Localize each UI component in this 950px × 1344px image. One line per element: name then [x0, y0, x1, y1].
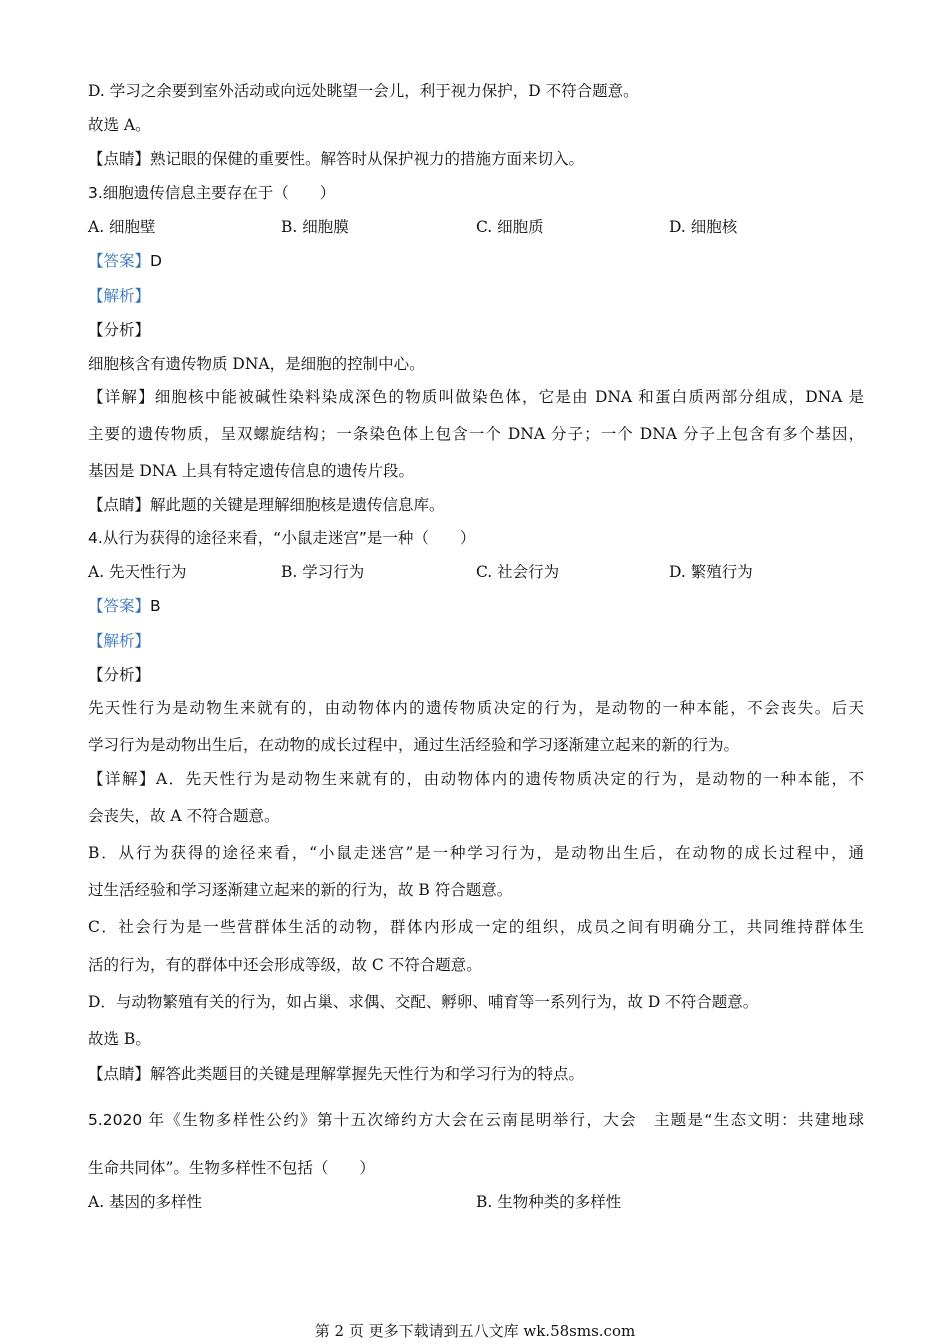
q4-detail-line: 【详解】A．先天性行为是动物生来就有的，由动物体内的遗传物质决定的行为，是动物的一种本能，不 — [88, 770, 864, 788]
question-3: 3.细胞遗传信息主要存在于（ ） — [88, 184, 336, 202]
q4-detail-line: 过生活经验和学习逐渐建立起来的新的行为，故 B 符合题意。 — [88, 881, 513, 899]
answer-value: B — [150, 597, 161, 615]
q4-detail-line: 活的行为，有的群体中还会形成等级，故 C 不符合题意。 — [88, 956, 482, 974]
q5-option-a: A. 基因的多样性 — [88, 1193, 203, 1211]
q4-analysis-line: 先天性行为是动物生来就有的，由动物体内的遗传物质决定的行为，是动物的一种本能，不会丧失。后天 — [88, 699, 864, 717]
q4-analysis-line: 学习行为是动物出生后，在动物的成长过程中，通过生活经验和学习逐渐建立起来的新的行为。 — [88, 736, 740, 754]
q4-option-d: D. 繁殖行为 — [669, 563, 753, 581]
q4-option-c: C. 社会行为 — [476, 563, 560, 581]
q3-answer — [88, 250, 162, 272]
text-line: 【点睛】熟记眼的保健的重要性。解答时从保护视力的措施方面来切入。 — [88, 150, 585, 168]
q3-fenxi-tag: 【分析】 — [88, 321, 151, 339]
page-footer: 第 2 页 更多下载请到五八文库 wk.58sms.com — [314, 1322, 636, 1340]
text-line: D. 学习之余要到室外活动或向远处眺望一会儿，利于视力保护，D 不符合题意。 — [88, 82, 639, 100]
question-4: 4.从行为获得的途径来看，“小鼠走迷宫”是一种（ ） — [88, 529, 476, 547]
q3-option-b: B. 细胞膜 — [281, 218, 349, 236]
q4-dianjing: 【点睛】解答此类题目的关键是理解掌握先天性行为和学习行为的特点。 — [88, 1065, 585, 1083]
q3-option-d: D. 细胞核 — [669, 218, 738, 236]
q4-detail-line: D．与动物繁殖有关的行为，如占巢、求偶、交配、孵卵、哺育等一系列行为，故 D 不符合题意。 — [88, 993, 759, 1011]
answer-tag: 【答案】 — [88, 597, 151, 615]
q3-detail-line: 基因是 DNA 上具有特定遗传信息的遗传片段。 — [88, 462, 415, 480]
q3-option-a: A. 细胞壁 — [88, 218, 156, 236]
q3-analysis: 细胞核含有遗传物质 DNA，是细胞的控制中心。 — [88, 355, 425, 373]
answer-tag: 【答案】 — [88, 252, 151, 270]
q4-detail-line: B．从行为获得的途径来看，“小鼠走迷宫”是一种学习行为，是动物出生后，在动物的成长过程中，通 — [88, 844, 864, 862]
q5-option-b: B. 生物种类的多样性 — [476, 1193, 622, 1211]
q3-detail-line: 主要的遗传物质，呈双螺旋结构；一条染色体上包含一个 DNA 分子；一个 DNA 分子上包含有多个基因， — [88, 425, 864, 443]
q4-answer — [88, 595, 161, 617]
q3-dianjing: 【点睛】解此题的关键是理解细胞核是遗传信息库。 — [88, 496, 445, 514]
q4-detail-line: 会丧失，故 A 不符合题意。 — [88, 807, 280, 825]
q3-option-c: C. 细胞质 — [476, 218, 544, 236]
q4-jiexi-tag: 【解析】 — [88, 632, 151, 650]
q4-option-a: A. 先天性行为 — [88, 563, 187, 581]
question-5-line: 生命共同体”。生物多样性不包括（ ） — [88, 1159, 375, 1177]
question-5-line: 5.2020 年《生物多样性公约》第十五次缔约方大会在云南昆明举行，大会 主题是“生态文明：共建地球 — [88, 1111, 864, 1129]
answer-value: D — [150, 252, 162, 270]
q4-option-b: B. 学习行为 — [281, 563, 365, 581]
q4-choice: 故选 B。 — [88, 1030, 151, 1048]
q4-detail-line: C．社会行为是一些营群体生活的动物，群体内形成一定的组织，成员之间有明确分工，共同维持群体生 — [88, 918, 864, 936]
q4-fenxi-tag: 【分析】 — [88, 666, 151, 684]
text-line: 故选 A。 — [88, 116, 151, 134]
q3-jiexi-tag: 【解析】 — [88, 287, 151, 305]
q3-detail-line: 【详解】细胞核中能被碱性染料染成深色的物质叫做染色体，它是由 DNA 和蛋白质两部分组成，DNA 是 — [88, 388, 864, 406]
